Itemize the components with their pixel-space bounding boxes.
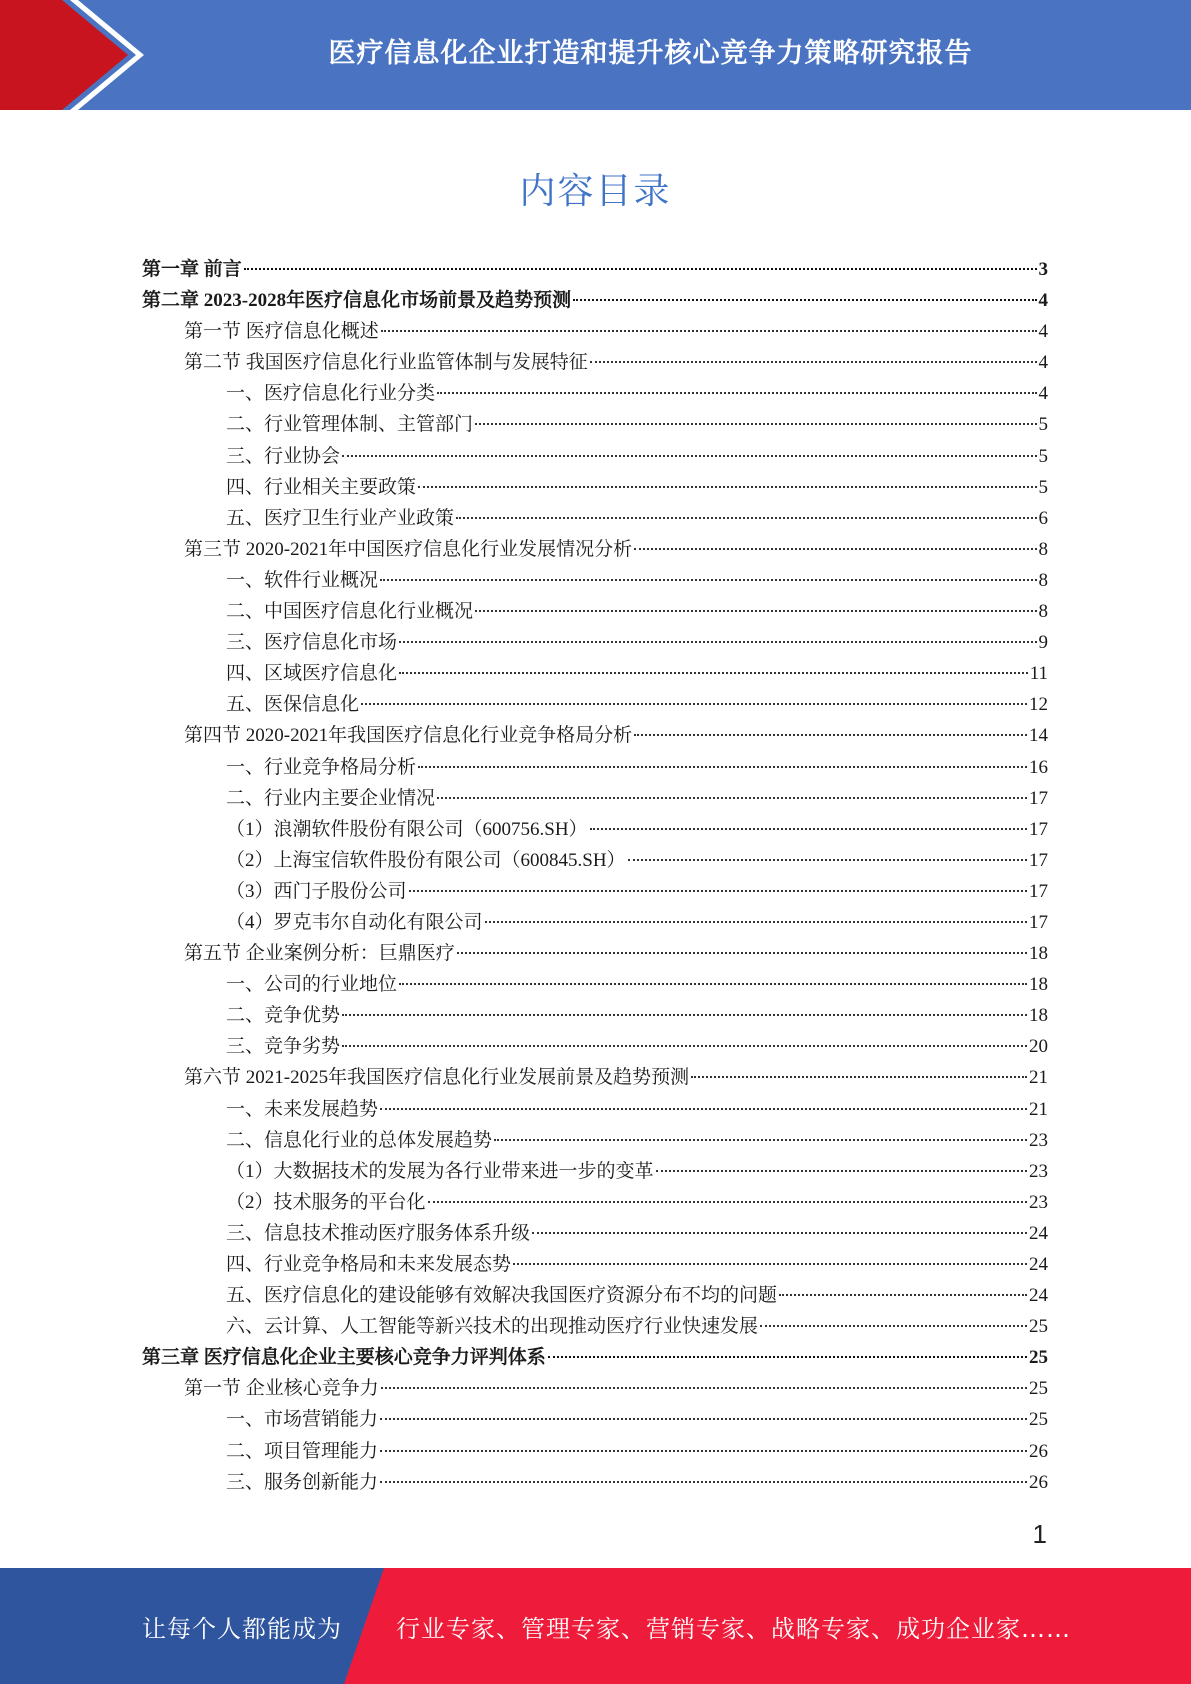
toc-leader-dots [691, 1076, 1027, 1078]
toc-entry[interactable] [142, 814, 1048, 845]
toc-entry[interactable] [142, 565, 1048, 596]
toc-entry[interactable] [142, 1436, 1048, 1467]
toc-leader-dots [656, 1170, 1027, 1172]
toc-entry-label: 四、区域医疗信息化 [226, 663, 398, 685]
toc-entry-page: 4 [1038, 290, 1048, 312]
toc-entry-page: 8 [1038, 538, 1048, 560]
toc-entry-page: 26 [1029, 1471, 1048, 1493]
toc-entry-page: 18 [1029, 974, 1048, 996]
toc-entry-label: 第三节 2020-2021年中国医疗信息化行业发展情况分析 [184, 538, 633, 560]
toc-leader-dots [380, 1481, 1027, 1483]
toc-entry-page: 25 [1029, 1409, 1048, 1431]
toc-entry-page: 5 [1038, 476, 1048, 498]
toc-entry[interactable] [142, 658, 1048, 689]
toc-heading: 内容目录 [519, 171, 672, 212]
toc-entry-page: 4 [1038, 352, 1048, 374]
toc-entry-label: 二、行业内主要企业情况 [226, 787, 436, 809]
toc-entry-page: 23 [1029, 1160, 1048, 1182]
toc-entry-label: 第五节 企业案例分析：巨鼎医疗 [184, 943, 455, 965]
toc-entry-label: 第一章 前言 [142, 259, 242, 280]
toc-entry-label: 三、竞争劣势 [226, 1036, 341, 1058]
toc-entry-label: 一、软件行业概况 [226, 569, 379, 591]
toc-entry-label: 三、医疗信息化市场 [226, 632, 398, 654]
toc-leader-dots [760, 1325, 1027, 1327]
toc-entry-page: 17 [1029, 911, 1048, 933]
toc-leader-dots [418, 486, 1036, 488]
toc-entry-label: 二、中国医疗信息化行业概况 [226, 601, 474, 623]
header-banner [0, 0, 1191, 110]
toc-entry-label: 第六节 2021-2025年我国医疗信息化行业发展前景及趋势预测 [184, 1067, 690, 1089]
toc-leader-dots [485, 921, 1027, 923]
toc-entry-page: 3 [1038, 259, 1048, 280]
toc-entry[interactable] [142, 254, 1048, 285]
toc-entry-page: 24 [1029, 1254, 1048, 1275]
toc-entry[interactable] [142, 907, 1048, 938]
toc-entry[interactable] [142, 1094, 1048, 1125]
toc-leader-dots [532, 1232, 1027, 1234]
toc-list [142, 254, 1048, 1498]
toc-entry-label: （2）技术服务的平台化 [226, 1191, 426, 1213]
toc-leader-dots [409, 890, 1027, 892]
toc-leader-dots [590, 828, 1027, 830]
toc-entry-label: 二、竞争优势 [226, 1005, 341, 1027]
toc-leader-dots [513, 1263, 1027, 1265]
toc-entry-label: 一、公司的行业地位 [226, 974, 398, 996]
toc-entry-label: （4）罗克韦尔自动化有限公司 [226, 911, 483, 933]
toc-entry-page: 11 [1029, 663, 1048, 685]
toc-entry-label: 五、医疗信息化的建设能够有效解决我国医疗资源分布不均的问题 [226, 1285, 778, 1307]
toc-entry-page: 9 [1038, 632, 1048, 654]
toc-entry-page: 26 [1029, 1440, 1048, 1462]
toc-leader-dots [437, 392, 1036, 394]
toc-leader-dots [456, 517, 1036, 519]
toc-leader-dots [437, 797, 1027, 799]
toc-leader-dots [418, 766, 1027, 768]
toc-entry-page: 23 [1029, 1129, 1048, 1151]
footer-slogan-right: 行业专家、管理专家、营销专家、战略专家、成功企业家…… [396, 1614, 1071, 1643]
toc-entry[interactable] [142, 534, 1048, 565]
toc-entry-label: 一、行业竞争格局分析 [226, 756, 417, 778]
toc-entry[interactable] [142, 441, 1048, 472]
toc-entry[interactable] [142, 1125, 1048, 1156]
toc-leader-dots [380, 1418, 1027, 1420]
toc-entry[interactable] [142, 1031, 1048, 1062]
toc-entry-label: 一、市场营销能力 [226, 1409, 379, 1431]
toc-entry-page: 23 [1029, 1191, 1048, 1213]
toc-leader-dots [342, 1045, 1027, 1047]
toc-entry-page: 16 [1029, 756, 1048, 778]
toc-entry-page: 17 [1029, 818, 1048, 840]
toc-entry[interactable] [142, 1156, 1048, 1187]
toc-entry-page: 17 [1029, 849, 1048, 871]
toc-entry-page: 14 [1029, 725, 1048, 747]
toc-entry[interactable] [142, 1311, 1048, 1342]
toc-leader-dots [361, 703, 1027, 705]
toc-entry-page: 25 [1029, 1347, 1048, 1369]
toc-entry-page: 5 [1038, 414, 1048, 436]
toc-entry[interactable] [142, 409, 1048, 440]
toc-entry-page: 24 [1029, 1222, 1048, 1244]
toc-entry-label: 三、行业协会 [226, 445, 341, 467]
toc-leader-dots [380, 1450, 1027, 1452]
toc-entry[interactable] [142, 1249, 1048, 1280]
toc-entry[interactable] [142, 938, 1048, 969]
toc-entry[interactable] [142, 627, 1048, 658]
toc-leader-dots [399, 672, 1028, 674]
toc-leader-dots [494, 1139, 1027, 1141]
toc-entry-label: （1）大数据技术的发展为各行业带来进一步的变革 [226, 1160, 654, 1182]
footer-slogan-left: 让每个人都能成为 [142, 1614, 342, 1643]
toc-entry[interactable] [142, 1467, 1048, 1498]
toc-entry[interactable] [142, 503, 1048, 534]
toc-entry-page: 8 [1038, 601, 1048, 623]
toc-leader-dots [381, 1387, 1027, 1389]
toc-entry-label: 第一节 企业核心竞争力 [184, 1378, 379, 1400]
toc-entry-page: 4 [1038, 383, 1048, 405]
toc-entry[interactable] [142, 1187, 1048, 1218]
toc-entry-label: 五、医疗卫生行业产业政策 [226, 507, 455, 529]
toc-entry-page: 21 [1029, 1067, 1048, 1089]
toc-leader-dots [244, 268, 1037, 270]
toc-entry-page: 17 [1029, 880, 1048, 902]
toc-leader-dots [399, 983, 1027, 985]
toc-leader-dots [381, 330, 1037, 332]
toc-entry[interactable] [142, 316, 1048, 347]
toc-leader-dots [590, 361, 1037, 363]
toc-entry-label: （2）上海宝信软件股份有限公司（600845.SH） [226, 849, 626, 871]
footer-banner [0, 1568, 1191, 1684]
toc-leader-dots [380, 579, 1036, 581]
toc-entry-label: 四、行业竞争格局和未来发展态势 [226, 1254, 512, 1275]
toc-entry[interactable] [142, 876, 1048, 907]
toc-entry[interactable] [142, 1342, 1048, 1373]
toc-leader-dots [548, 1356, 1027, 1358]
toc-entry-label: 第一节 医疗信息化概述 [184, 321, 379, 343]
toc-entry[interactable] [142, 720, 1048, 751]
toc-entry-page: 25 [1029, 1316, 1048, 1338]
toc-entry-label: 第二节 我国医疗信息化行业监管体制与发展特征 [184, 352, 588, 374]
toc-leader-dots [342, 1014, 1027, 1016]
toc-leader-dots [475, 423, 1036, 425]
toc-entry-page: 25 [1029, 1378, 1048, 1400]
toc-entry-label: 三、信息技术推动医疗服务体系升级 [226, 1222, 531, 1244]
toc-entry-label: （3）西门子股份公司 [226, 880, 407, 902]
toc-entry-page: 18 [1029, 943, 1048, 965]
toc-entry[interactable] [142, 285, 1048, 316]
toc-entry[interactable] [142, 1404, 1048, 1435]
toc-entry[interactable] [142, 347, 1048, 378]
toc-entry[interactable] [142, 1062, 1048, 1093]
toc-leader-dots [399, 641, 1036, 643]
toc-entry[interactable] [142, 378, 1048, 409]
toc-leader-dots [380, 1108, 1027, 1110]
toc-entry[interactable] [142, 969, 1048, 1000]
toc-entry[interactable] [142, 752, 1048, 783]
toc-entry-page: 12 [1029, 694, 1048, 716]
toc-entry-label: 五、医保信息化 [226, 694, 360, 716]
toc-entry-label: 第三章 医疗信息化企业主要核心竞争力评判体系 [142, 1347, 546, 1369]
toc-entry[interactable] [142, 845, 1048, 876]
toc-entry-label: 二、项目管理能力 [226, 1440, 379, 1462]
toc-entry[interactable] [142, 783, 1048, 814]
toc-leader-dots [342, 455, 1036, 457]
toc-entry-page: 6 [1038, 507, 1048, 529]
toc-leader-dots [634, 734, 1027, 736]
toc-entry-label: 三、服务创新能力 [226, 1471, 379, 1493]
toc-leader-dots [779, 1294, 1027, 1296]
toc-entry[interactable] [142, 1218, 1048, 1249]
toc-entry-label: 二、行业管理体制、主管部门 [226, 414, 474, 436]
toc-entry-page: 20 [1029, 1036, 1048, 1058]
toc-leader-dots [573, 299, 1036, 301]
toc-entry[interactable] [142, 1373, 1048, 1404]
toc-entry[interactable] [142, 1000, 1048, 1031]
toc-leader-dots [428, 1201, 1027, 1203]
toc-entry-label: 二、信息化行业的总体发展趋势 [226, 1129, 493, 1151]
toc-entry-page: 21 [1029, 1098, 1048, 1120]
toc-entry-label: 一、医疗信息化行业分类 [226, 383, 436, 405]
toc-entry[interactable] [142, 689, 1048, 720]
toc-leader-dots [457, 952, 1027, 954]
toc-entry-label: 一、未来发展趋势 [226, 1098, 379, 1120]
toc-leader-dots [475, 610, 1036, 612]
toc-entry-page: 8 [1038, 569, 1048, 591]
toc-entry-label: 第二章 2023-2028年医疗信息化市场前景及趋势预测 [142, 290, 572, 312]
toc-entry-label: 六、云计算、人工智能等新兴技术的出现推动医疗行业快速发展 [226, 1316, 759, 1338]
page-number: 1 [1032, 1519, 1047, 1549]
toc-entry-page: 5 [1038, 445, 1048, 467]
toc-entry-page: 18 [1029, 1005, 1048, 1027]
toc-entry[interactable] [142, 472, 1048, 503]
toc-entry-label: （1）浪潮软件股份有限公司（600756.SH） [226, 818, 588, 840]
toc-leader-dots [628, 859, 1027, 861]
toc-entry-label: 第四节 2020-2021年我国医疗信息化行业竞争格局分析 [184, 725, 633, 747]
report-title: 医疗信息化企业打造和提升核心竞争力策略研究报告 [328, 37, 973, 69]
toc-entry-page: 17 [1029, 787, 1048, 809]
toc-entry-page: 24 [1029, 1285, 1048, 1307]
header-arrow-graphic [0, 0, 150, 110]
toc-leader-dots [634, 548, 1036, 550]
toc-entry-page: 4 [1038, 321, 1048, 343]
toc-entry[interactable] [142, 596, 1048, 627]
toc-entry[interactable] [142, 1280, 1048, 1311]
toc-entry-label: 四、行业相关主要政策 [226, 476, 417, 498]
